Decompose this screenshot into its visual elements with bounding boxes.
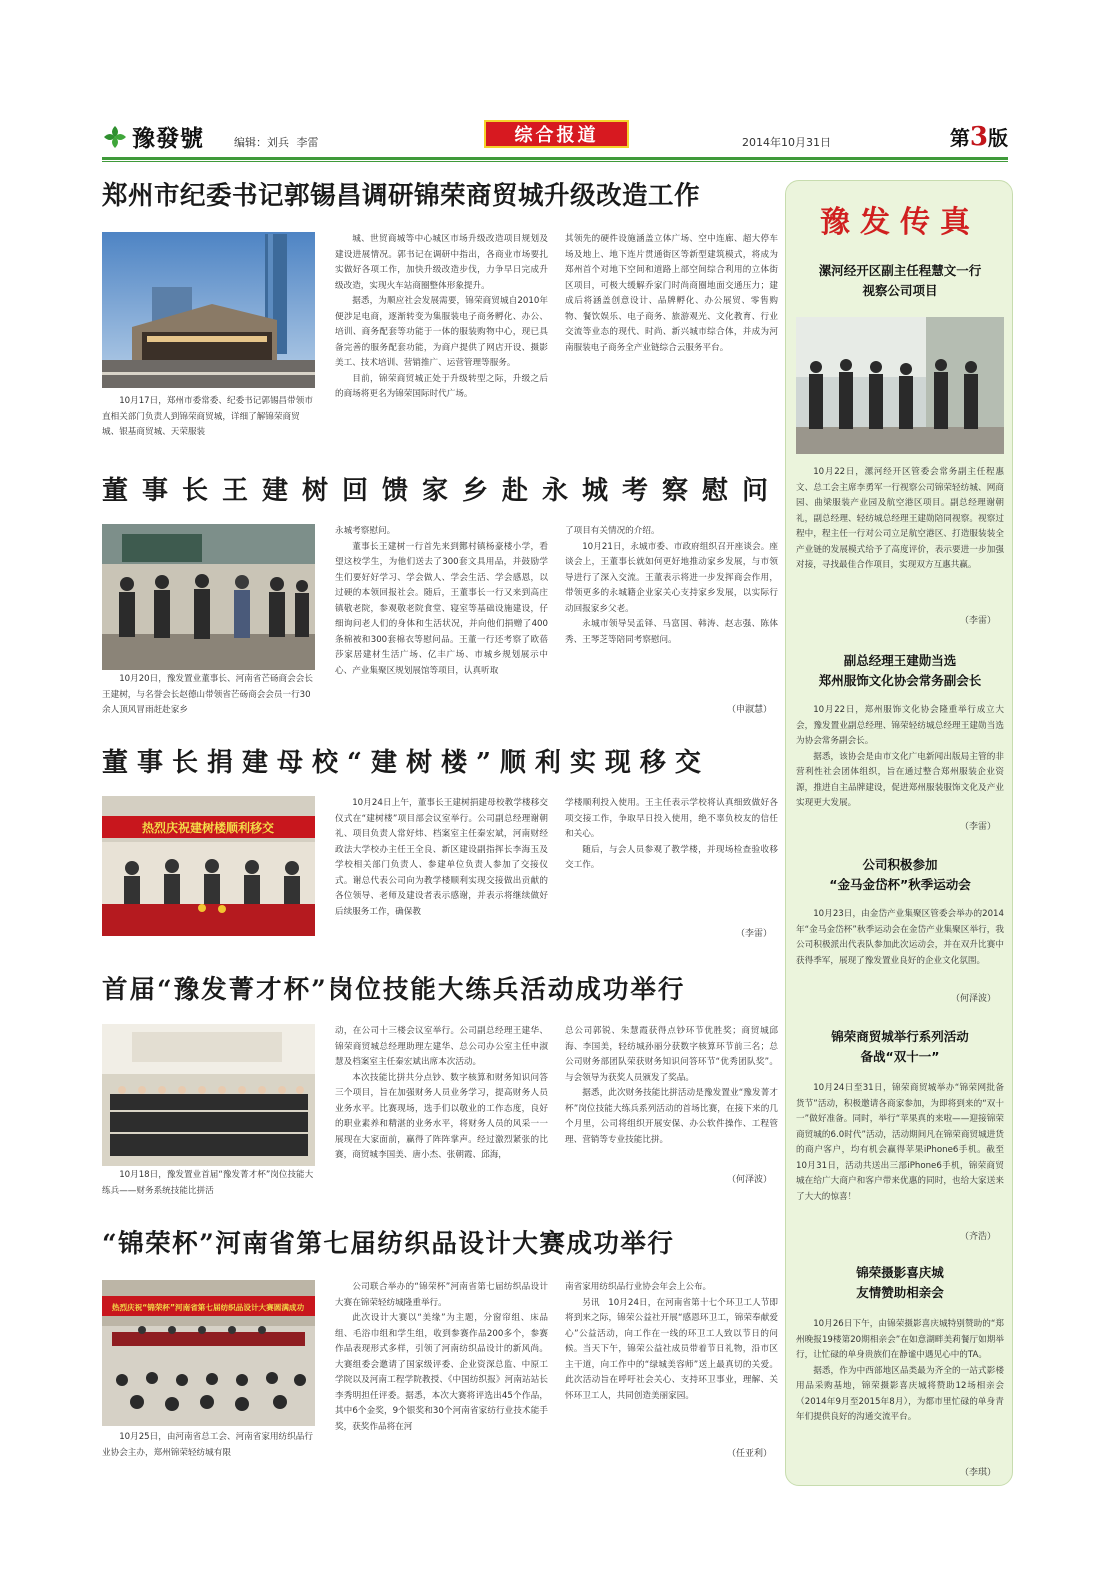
brief-body <box>796 703 1004 819</box>
byline: （李雷） <box>959 616 996 626</box>
paragraph: 10月21日，永城市委、市政府组织召开座谈会。座谈会上，王董事长就如何更好地推动家乡发展，与市领导进行了深入交流。王董表示将进一步发挥商会作用，带领更多的永城籍企业家关心支持家乡发展，以实际行动回报家乡父老。 <box>565 541 778 614</box>
paragraph: 10月26日下午，由锦荣摄影喜庆城特别赞助的“郑州晚报19楼第20期相亲会”在如意湖畔美莉餐厅如期举行，让忙碌的单身贵族们在静谧中遇见心中的TA。 <box>796 1319 1004 1360</box>
paragraph: 总公司郭锐、朱慧霞获得点钞环节优胜奖；商贸城邱海、李国美，轻纺城孙丽分获数字核算环节前三名；总公司财务部团队荣获财务知识问答环节“优秀团队奖”。与会领导为获奖人员颁发了奖品。 <box>565 1026 778 1083</box>
paragraph: 南省家用纺织品行业协会年会上公布。 <box>565 1282 712 1292</box>
paragraph: 目前，锦荣商贸城正处于升级转型之际，升级之后的商场将更名为锦荣国际时代广场。 <box>335 373 548 399</box>
brief-body <box>796 1081 1004 1229</box>
paragraph: 此次设计大赛以“美缘”为主题，分窗帘组、床品组、毛浴巾组和学生组，收到参赛作品200多个，参赛作品表现形式多样，引领了河南纺织品设计的新风尚。大赛组委会邀请了国家级评委、企业资深总监、中原工学院以及河南工程学院教授、《中国纺织报》河南站站长李秀明担任评委。据悉，本次大赛将评选出45个作品，其中6个金奖，9个银奖和30个河南省家纺行业技术能手奖，获奖作品将在河 <box>335 1313 548 1432</box>
byline: （李琪） <box>959 1468 996 1478</box>
byline: （何泽波） <box>950 994 996 1004</box>
column-2 <box>335 1024 548 1204</box>
brief-headline-line: 公司积极参加 <box>862 857 938 872</box>
column-2 <box>335 524 548 718</box>
headline: 首届“豫发菁才杯”岗位技能大练兵活动成功举行 <box>102 975 686 1005</box>
banner-text: 热烈庆祝建树楼顺利移交 <box>141 821 275 835</box>
brief-headline <box>794 855 1006 895</box>
paragraph: 董事长王建树一行首先来到酂村镇杨豪楼小学，看望这校学生，为他们送去了300套文具用品，并鼓励学生们要好好学习、学会做人、学会生活、学会感恩，以过硬的本领回报社会。随后，王董事长一行又来到高庄镇敬老院，参观敬老院食堂、寝室等基础设施建设，仔细询问老人们的身体和生活状况，并向他们捐赠了400条棉被和300套棉衣等慰问品。王董一行还考察了欧蓓莎家居建材生活广场、亿丰广场、市城乡规划展示中心、产业集聚区规划展馆等项目，认真听取 <box>335 541 548 676</box>
paragraph: 另讯 10月24日，在河南省第十七个环卫工人节即将到来之际，锦荣公益社开展“感恩环卫工，锦荣奉献爱心”公益活动，向工作在一线的环卫工人致以节日的问候。当天下午，锦荣公益社成员带着节日礼物，沿市区主干道，向工作中的“绿城美容师”送上最真切的关爱。此次活动旨在呼吁社会关心、支持环卫事业，理解、关怀环卫工人，共同创造美丽家园。 <box>565 1297 778 1401</box>
paragraph: 10月23日，由金岱产业集聚区管委会举办的2014年“金马金岱杯”秋季运动会在金岱产业集聚区举行，我公司积极派出代表队参加此次运动会，并在双升比赛中获得季军，展现了豫发置业良好的企业文化氛围。 <box>796 909 1004 966</box>
column-2 <box>335 796 548 942</box>
section-tag: 综合报道 <box>484 120 629 148</box>
photo-caption: 10月18日，豫发置业首届“豫发菁才杯”岗位技能大练兵——财务系统技能比拼活 <box>102 1170 314 1196</box>
editor-label: 编辑：刘兵 <box>234 136 289 149</box>
byline: （齐浩） <box>959 1232 996 1242</box>
article-4 <box>102 968 778 1204</box>
brief-headline-line: 备战“双十一” <box>860 1049 940 1064</box>
paragraph: 10月24日至31日，锦荣商贸城举办“锦荣网批备货节”活动，积极邀请各商家参加，为即将到来的“双十一”做好准备。同时，举行“苹果真的来啦——迎接锦荣商贸城的6.0时代”活动，活动期间凡在锦荣商贸城进货的商户客户，均有机会赢得苹果iPhone6手机。截至10月31日，活动共送出三部iPhone6手机，锦荣商贸城在给广大商户和客户带来优惠的同时，也给大家送来了大大的惊喜！ <box>796 1083 1004 1202</box>
paragraph: 随后，与会人员参观了教学楼，并现场检查验收移交工作。 <box>565 844 778 870</box>
byline: （何泽波） <box>726 1175 772 1185</box>
brief-headline-line: 漯河经开区副主任程慧文一行 <box>818 263 982 278</box>
photo-handover-ceremony <box>102 796 315 936</box>
paragraph: 永城市领导吴孟铎、马富国、韩涛、赵志强、陈体秀、王琴芝等陪同考察慰问。 <box>565 619 778 645</box>
byline: （申淑慧） <box>726 705 772 715</box>
byline: （李雷） <box>735 929 772 939</box>
page-num: 3 <box>969 122 988 152</box>
paragraph: 公司联合举办的“锦荣杯”河南省第七届纺织品设计大赛在锦荣轻纺城隆重举行。 <box>335 1282 548 1308</box>
article-3 <box>102 740 778 940</box>
column-3 <box>565 1024 778 1184</box>
paragraph: 据悉，为顺应社会发展需要，锦荣商贸城自2010年便涉足电商，逐渐转变为集服装电子商务孵化、办公、培训、商务配套等功能于一体的服装购物中心，现已具备完善的服务配套功能，为商户提供了网店开设、摄影美工、技术培训、营销推广、运营管理等服务。 <box>335 296 548 368</box>
brief-headline-line: 友情赞助相亲会 <box>856 1285 944 1300</box>
masthead-rule-thin <box>102 161 1008 162</box>
paragraph: 10月24日上午，董事长王建树捐建母校教学楼移交仪式在“建树楼”项目部会议室举行。公司副总经理谢朝礼、项目负责人常好炜、档案室主任秦宏斌，河南财经政法大学校办主任王全良、新区建设副指挥长李海玉及学校相关部门负责人、参建单位负责人参加了交接仪式。谢总代表公司向为教学楼顺利实现交接做出贡献的各位领导、老师及建设者表示感谢，并表示将继续做好后续服务工作，确保教 <box>335 798 548 917</box>
photo-mall-building <box>102 232 315 388</box>
column-2 <box>335 232 548 444</box>
photo-caption: 10月25日，由河南省总工会、河南省家用纺织品行业协会主办，郑州锦荣轻纺城有限 <box>102 1432 313 1458</box>
brief-headline <box>794 1027 1006 1067</box>
brief-headline-line: 锦荣商贸城举行系列活动 <box>831 1029 969 1044</box>
page-number <box>950 122 1008 152</box>
logo <box>102 120 204 153</box>
byline: （李雷） <box>959 822 996 832</box>
brief-body <box>796 1317 1004 1461</box>
column-3 <box>565 524 778 674</box>
paragraph: 城、世贸商城等中心城区市场升级改造项目规划及建设进展情况。郭书记在调研中指出，各商业市场要扎实做好各项工作，加快升级改造步伐，力争早日完成升级改造，实现火车站商圈整体形象提升。 <box>335 234 548 291</box>
article-1 <box>102 172 778 444</box>
page-prefix: 第 <box>949 126 970 150</box>
headline: 郑州市纪委书记郭锡昌调研锦荣商贸城升级改造工作 <box>102 181 701 211</box>
paragraph: 据悉，此次财务技能比拼活动是豫发置业“豫发菁才杯”岗位技能大练兵系列活动的首场比赛，在接下来的几个月里，公司将组织开展安保、办公软件操作、工程管理、营销等专业技能比拼。 <box>565 1088 778 1145</box>
publish-date: 2014年10月31日 <box>742 136 831 149</box>
leaf-logo-icon <box>102 124 128 150</box>
article-2 <box>102 468 783 718</box>
brief-headline <box>794 651 1006 691</box>
brief-headline-line: 锦荣摄影喜庆城 <box>856 1265 944 1280</box>
banner-text: 热烈庆祝“锦荣杯”河南省第七届纺织品设计大赛圆满成功 <box>111 1303 305 1312</box>
brief-body <box>796 465 1004 605</box>
brief-headline-line: 视察公司项目 <box>862 283 938 298</box>
paragraph: 据悉，该协会是由市文化广电新闻出版局主管的非营利性社会团体组织，旨在通过整合郑州服装企业资源，推进自主品牌建设，促进郑州服装服饰文化及产业实现更大发展。 <box>796 751 1004 808</box>
sidebar-news-brief <box>785 180 1013 1486</box>
headline: 董事长捐建母校“建树楼”顺利实现移交 <box>102 748 710 778</box>
photo-caption: 10月17日，郑州市委常委、纪委书记郭锡昌带领市直相关部门负责人到锦荣商贸城，详细了解锦荣商贸城、银基商贸城、天荣服装 <box>102 396 313 437</box>
headline: “锦荣杯”河南省第七届纺织品设计大赛成功举行 <box>102 1229 675 1259</box>
paragraph: 永城考察慰问。 <box>335 526 396 536</box>
paragraph: 其领先的硬件设施涵盖立体广场、空中连廊、超大停车场及地上、地下连片贯通街区等新型建筑模式，将成为郑州首个对地下空间和道路上部空间综合利用的立体街区项目，可极大缓解乔家门时尚商圈地面交通压力；建成后将涵盖创意设计、品牌孵化、办公展贸、零售购物、餐饮娱乐、电子商务、旅游观光、文化教育、行业交流等业态的现代、时尚、新兴城市综合体，并成为河南服装电子商务全产业链综合云服务平台。 <box>565 234 778 353</box>
photo-inspection <box>796 317 1004 454</box>
paragraph: 学楼顺利投入使用。王主任表示学校将认真细致做好各项交接工作，争取早日投入使用，绝不辜负校友的信任和关心。 <box>565 798 778 839</box>
editors <box>234 134 323 150</box>
headline: 董事长王建树回馈家乡赴永城考察慰问 <box>102 476 783 506</box>
brief-body <box>796 907 1004 987</box>
column-3 <box>565 796 778 886</box>
masthead <box>102 118 1008 158</box>
brief-headline-line: 副总经理王建勋当选 <box>843 653 957 668</box>
brief-headline-line: 郑州服饰文化协会常务副会长 <box>818 673 982 688</box>
column-3 <box>565 232 778 444</box>
paragraph: 据悉，作为中西部地区品类最为齐全的一站式影楼用品采购基地，锦荣摄影喜庆城将赞助12场相亲会（2014年9月至2015年8月），为都市里忙碌的单身青年们提供良好的沟通交流平台。 <box>796 1365 1004 1422</box>
column-3 <box>565 1280 778 1446</box>
photo-group-photo <box>102 1024 315 1166</box>
logo-text: 豫發號 <box>132 125 204 152</box>
paragraph: 10月22日，漯河经开区管委会常务副主任程惠文、总工会主席李勇军一行视察公司锦荣轻纺城、网商园、曲梁服装产业园及航空港区项目。副总经理谢朝礼，副总经理、轻纺城总经理王建勋陪同视察。视察过程中，程主任一行对公司立足航空港区、打造服装装全产业链的发展模式给予了高度评价，表示要进一步加强对接，寻找最佳合作项目，实现双方互惠共赢。 <box>796 467 1004 570</box>
byline: （任亚利） <box>726 1449 772 1459</box>
photo-school-visit <box>102 524 315 670</box>
paragraph: 了项目有关情况的介绍。 <box>565 526 660 536</box>
page-suffix: 版 <box>988 126 1008 150</box>
photo-caption: 10月20日，豫发置业董事长、河南省芒砀商会会长王建树，与名誉会长赵德山带领省芒砀商会会员一行30余人顶风冒雨赶赴家乡 <box>102 674 313 715</box>
paragraph: 本次技能比拼共分点钞、数字核算和财务知识问答三个项目，旨在加强财务人员业务学习，提高财务人员业务水平。比赛现场，选手们以敬业的工作态度，良好的职业素养和精湛的业务水平，将财务人员的风采一一展现在大家面前，赢得了阵阵掌声。经过激烈紧张的比赛，商贸城李国美、唐小杰、张朝霞、邱海， <box>335 1072 548 1160</box>
brief-headline <box>794 1263 1006 1303</box>
column-2 <box>335 1280 548 1464</box>
editor-name: 李雷 <box>296 136 319 149</box>
paragraph: 10月22日，郑州服饰文化协会隆重举行成立大会，豫发置业副总经理、锦荣轻纺城总经理王建勋当选为协会常务副会长。 <box>796 705 1004 746</box>
sidebar-title: 豫发传真 <box>820 205 980 240</box>
paragraph: 动，在公司十三楼会议室举行。公司副总经理王建华、锦荣商贸城总经理助理左建华、总公司办公室主任申淑慧及档案室主任秦宏斌出席本次活动。 <box>335 1026 548 1067</box>
brief-headline-line: “金马金岱杯”秋季运动会 <box>829 877 971 892</box>
masthead-rule <box>102 157 1008 160</box>
photo-design-contest <box>102 1280 315 1426</box>
brief-headline <box>794 261 1006 301</box>
article-5 <box>102 1222 778 1462</box>
